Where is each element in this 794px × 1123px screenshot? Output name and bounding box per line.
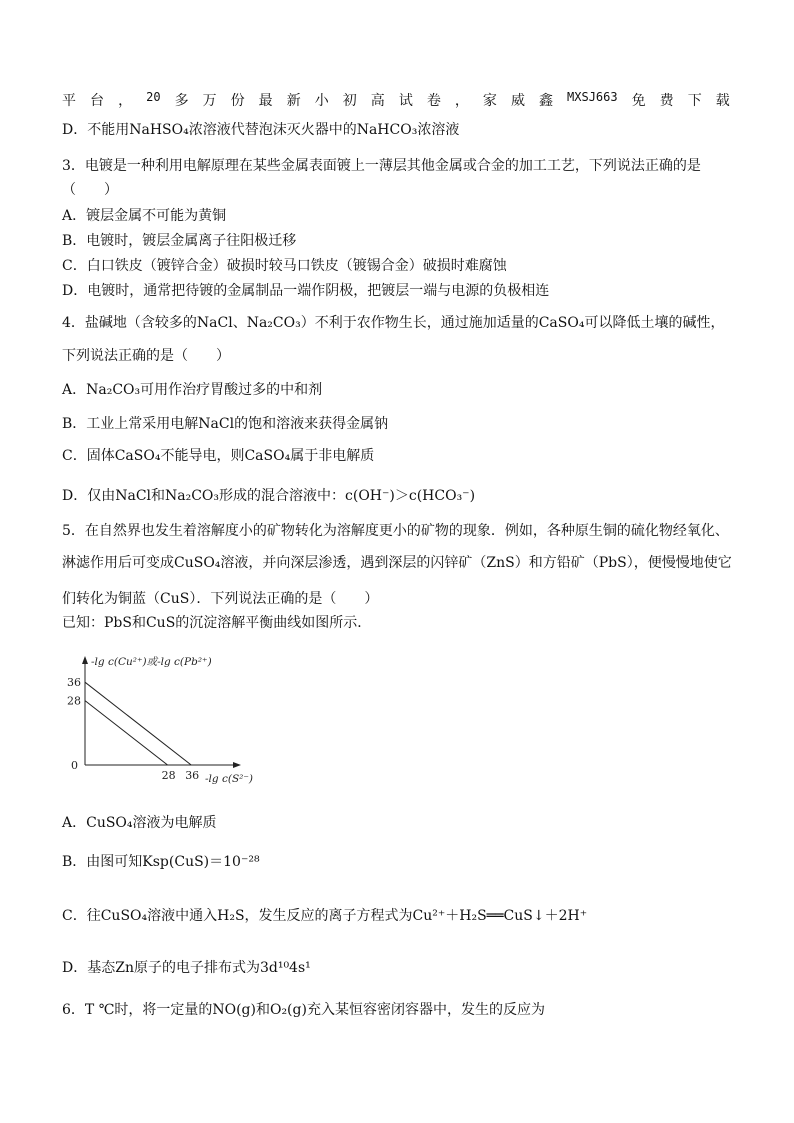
q3-option-d: D．电镀时，通常把待镀的金属制品一端作阴极，把镀层一端与电源的负极相连 [62,283,550,299]
y-tick-label: 36 [67,676,81,690]
q5-known: 已知：PbS和CuS的沉淀溶解平衡曲线如图所示． [62,615,372,631]
banner-char: MXSJ663 [567,90,618,104]
header-banner [62,90,730,110]
q5-option-c: C．往CuSO₄溶液中通入H₂S，发生反应的离子方程式为Cu²⁺＋H₂S══CuS↓＋2H⁺ [62,908,588,924]
q5-option-b: B．由图可知Ksp(CuS)＝10⁻²⁸ [62,854,260,870]
banner-char: 鑫 [538,93,553,109]
q4-stem-1: 4．盐碱地（含较多的NaCl、Na₂CO₃）不利于农作物生长，通过施加适量的CaSO₄可以降低土壤的碱性， [62,315,725,331]
y-tick-label: 28 [67,694,81,708]
banner-char: 卷 [426,93,441,109]
y-axis-label: -lg c(Cu²⁺)或-lg c(Pb²⁺) [91,656,212,668]
banner-char: 万 [202,93,217,109]
q5-stem-1: 5．在自然界也发生着溶解度小的矿物转化为溶解度更小的矿物的现象．例如，各种原生铜的硫化物经氧化、 [62,523,729,539]
banner-char: 高 [370,93,385,109]
q5-stem-3: 们转化为铜蓝（CuS）．下列说法正确的是（ ） [62,591,379,607]
banner-char: 家 [482,93,497,109]
q5-option-d: D．基态Zn原子的电子排布式为3d¹⁰4s¹ [62,960,311,976]
x-axis-label: -lg c(S²⁻) [205,773,253,785]
equilibrium-curve-1 [85,682,191,765]
x-axis-arrow [233,762,241,768]
banner-char: 初 [342,93,357,109]
solubility-chart [58,648,258,788]
banner-char: 费 [659,93,674,109]
q3-option-a: A．镀层金属不可能为黄铜 [62,208,227,224]
banner-char: ， [454,93,469,109]
banner-char: 多 [174,93,189,109]
banner-char: 新 [286,93,301,109]
banner-char: 台 [90,93,105,109]
x-tick-label: 0 [71,759,78,772]
banner-char: 平 [62,93,76,109]
banner-char: 份 [230,93,245,109]
banner-char: 威 [510,93,525,109]
banner-char: ， [118,93,133,109]
q2-option-d: D．不能用NaHSO₄浓溶液代替泡沫灭火器中的NaHCO₃浓溶液 [62,122,460,138]
q5-option-a: A．CuSO₄溶液为电解质 [62,815,217,831]
q3-option-b: B．电镀时，镀层金属离子往阳极迁移 [62,233,297,249]
banner-char: 载 [715,93,730,109]
banner-char: 小 [314,93,329,109]
q5-stem-2: 淋滤作用后可变成CuSO₄溶液，并向深层渗透，遇到深层的闪锌矿（ZnS）和方铅矿（PbS），便慢慢地使它 [62,555,732,571]
q3-stem: 3．电镀是一种利用电解原理在某些金属表面镀上一薄层其他金属或合金的加工工艺，下列说法正确的是 [62,158,701,174]
q4-option-a: A．Na₂CO₃可用作治疗胃酸过多的中和剂 [62,382,323,398]
q6-stem: 6．T ℃时，将一定量的NO(g)和O₂(g)充入某恒容密闭容器中，发生的反应为 [62,1002,545,1018]
banner-char: 免 [631,93,646,109]
q4-option-b: B．工业上常采用电解NaCl的饱和溶液来获得金属钠 [62,416,389,432]
q4-option-c: C．固体CaSO₄不能导电，则CaSO₄属于非电解质 [62,448,375,464]
banner-char: 试 [398,93,413,109]
q3-option-c: C．白口铁皮（镀锌合金）破损时较马口铁皮（镀锡合金）破损时难腐蚀 [62,258,507,274]
banner-char: 下 [687,93,702,109]
q4-stem-2: 下列说法正确的是（ ） [62,348,230,364]
x-tick-label: 28 [161,769,176,782]
q4-option-d: D．仅由NaCl和Na₂CO₃形成的混合溶液中：c(OH⁻)＞c(HCO₃⁻) [62,488,476,504]
equilibrium-curve-2 [85,701,168,765]
y-axis-arrow [82,656,88,664]
banner-char: 20 [146,90,161,104]
banner-char: 最 [258,93,273,109]
x-tick-label: 36 [185,769,200,782]
q3-paren: （ ） [62,182,118,198]
